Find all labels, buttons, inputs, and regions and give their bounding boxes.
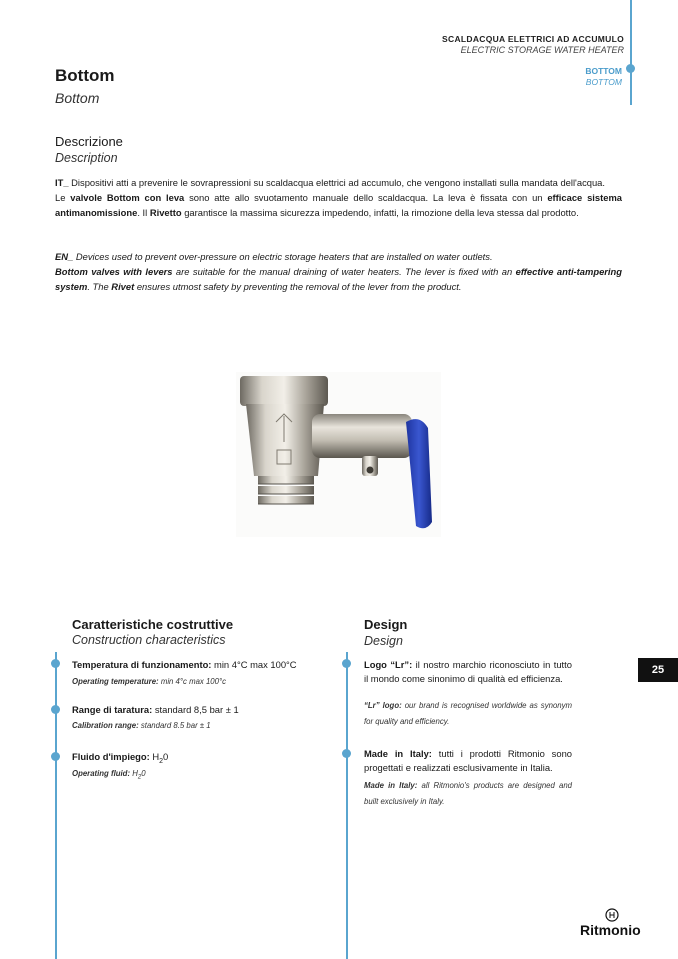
construction-timeline xyxy=(55,652,57,959)
en-text-b: are suitable for the manual draining of water heaters. The lever is fixed with an xyxy=(172,266,516,277)
construction-item-calibration-en xyxy=(72,718,322,734)
item-text-en: our brand is recognised worldwide as synonym for quality and efficiency. xyxy=(364,701,573,726)
design-timeline xyxy=(346,652,348,959)
construction-heading-en: Construction characteristics xyxy=(72,633,226,647)
category-title-it: SCALDACQUA ELETTRICI AD ACCUMULO xyxy=(442,34,624,44)
item-label-en: Operating temperature: xyxy=(72,677,159,686)
item-value: min 4°C max 100°C xyxy=(211,659,297,670)
item-label: Logo “Lr”: xyxy=(364,659,413,670)
description-paragraph-it xyxy=(55,175,622,220)
design-item-made-in-italy xyxy=(364,747,572,775)
item-label-en: Operating fluid: xyxy=(72,769,131,778)
category-title-en: ELECTRIC STORAGE WATER HEATER xyxy=(460,45,624,55)
description-heading: Descrizione xyxy=(55,134,123,149)
description-paragraph-en xyxy=(55,249,622,294)
it-text-a: Le xyxy=(55,192,71,203)
section-label-en: BOTTOM xyxy=(585,77,622,87)
top-accent-line xyxy=(630,0,632,105)
bullet-dot xyxy=(51,659,60,668)
drain-hole xyxy=(367,467,374,474)
item-label-en: “Lr” logo: xyxy=(364,701,402,710)
bullet-dot xyxy=(342,659,351,668)
it-bold-f: Rivetto xyxy=(149,207,182,218)
it-bold-b: valvole Bottom con leva xyxy=(70,192,185,203)
item-value-en-sub: 2 xyxy=(137,774,142,781)
item-value-en: min 4°c max 100°c xyxy=(158,677,226,686)
construction-heading: Caratteristiche costruttive xyxy=(72,617,234,632)
description-heading-en: Description xyxy=(55,151,118,165)
item-value-en-post: 0 xyxy=(141,769,146,778)
page-number-badge: 25 xyxy=(638,658,678,682)
en-prefix: EN_ xyxy=(55,251,74,262)
construction-item-fluid-en xyxy=(72,766,322,786)
item-label: Range di taratura: xyxy=(72,704,153,715)
item-text: tutti i prodotti Ritmonio sono progettati e realizzati esclusivamente in Italia. xyxy=(364,748,572,773)
en-text-d: . The xyxy=(87,281,112,292)
page-title: Bottom xyxy=(55,66,115,85)
item-value: H xyxy=(149,751,160,762)
it-prefix: IT_ xyxy=(55,177,69,188)
en-bold-c: effective anti-tampering system xyxy=(55,266,622,292)
item-label-en: Made in Italy: xyxy=(364,781,418,790)
item-value-en: standard 8.5 bar ± 1 xyxy=(138,721,211,730)
section-marker-dot xyxy=(626,64,635,73)
design-item-logo xyxy=(364,658,572,686)
en-line1: Devices used to prevent over-pressure on electric storage heaters that are installed on water outlets. xyxy=(73,251,493,262)
it-text-e: . Il xyxy=(137,207,150,218)
it-text-g: garantisce la massima sicurezza impedendo, infatti, la rimozione della leva stessa dal prodotto. xyxy=(181,207,579,218)
section-label-it: BOTTOM xyxy=(585,66,622,76)
item-label: Made in Italy: xyxy=(364,748,432,759)
it-line1: Dispositivi atti a prevenire le sovrapressioni su scaldacqua elettrici ad accumulo, che vengono installati sulla mandata dell'acqua. xyxy=(68,177,606,188)
design-heading-en: Design xyxy=(364,634,403,648)
brand-name: Ritmonio xyxy=(580,922,641,938)
bottom-valve-image xyxy=(236,372,441,537)
en-bold-a: Bottom valves with levers xyxy=(55,266,173,277)
valve-outlet-arm xyxy=(312,414,412,458)
item-label: Fluido d'impiego: xyxy=(72,751,150,762)
construction-item-calibration xyxy=(72,703,322,717)
construction-item-temperature-en xyxy=(72,674,322,690)
design-item-made-in-italy-en xyxy=(364,778,572,810)
item-value-en: H xyxy=(130,769,138,778)
en-text-f: ensures utmost safety by preventing the removal of the lever from the product. xyxy=(134,281,462,292)
design-heading: Design xyxy=(364,617,408,632)
bullet-dot xyxy=(342,749,351,758)
item-value: standard 8,5 bar ± 1 xyxy=(152,704,239,715)
item-text: il nostro marchio riconosciuto in tutto il mondo come sinonimo di qualità ed efficienza. xyxy=(364,659,572,684)
bullet-dot xyxy=(51,705,60,714)
page-subtitle: Bottom xyxy=(55,90,100,106)
item-value-sub: 2 xyxy=(159,757,164,765)
it-text-c: sono atte allo svuotamento manuale dello scaldacqua. La leva è fissata con un xyxy=(184,192,548,203)
en-bold-e: Rivet xyxy=(111,281,135,292)
design-item-logo-en xyxy=(364,698,572,730)
thread-section xyxy=(258,476,314,504)
bullet-dot xyxy=(51,752,60,761)
item-text-en: all Ritmonio's products are designed and built exclusively in Italy. xyxy=(364,781,573,806)
it-bold-d: efficace sistema antimanomissione xyxy=(55,192,622,218)
construction-item-temperature xyxy=(72,658,322,672)
item-value-post: 0 xyxy=(163,751,169,762)
item-label-en: Calibration range: xyxy=(72,721,139,730)
item-label: Temperatura di funzionamento: xyxy=(72,659,212,670)
brand-logo-icon xyxy=(605,908,619,922)
valve-top-nut xyxy=(240,376,328,406)
